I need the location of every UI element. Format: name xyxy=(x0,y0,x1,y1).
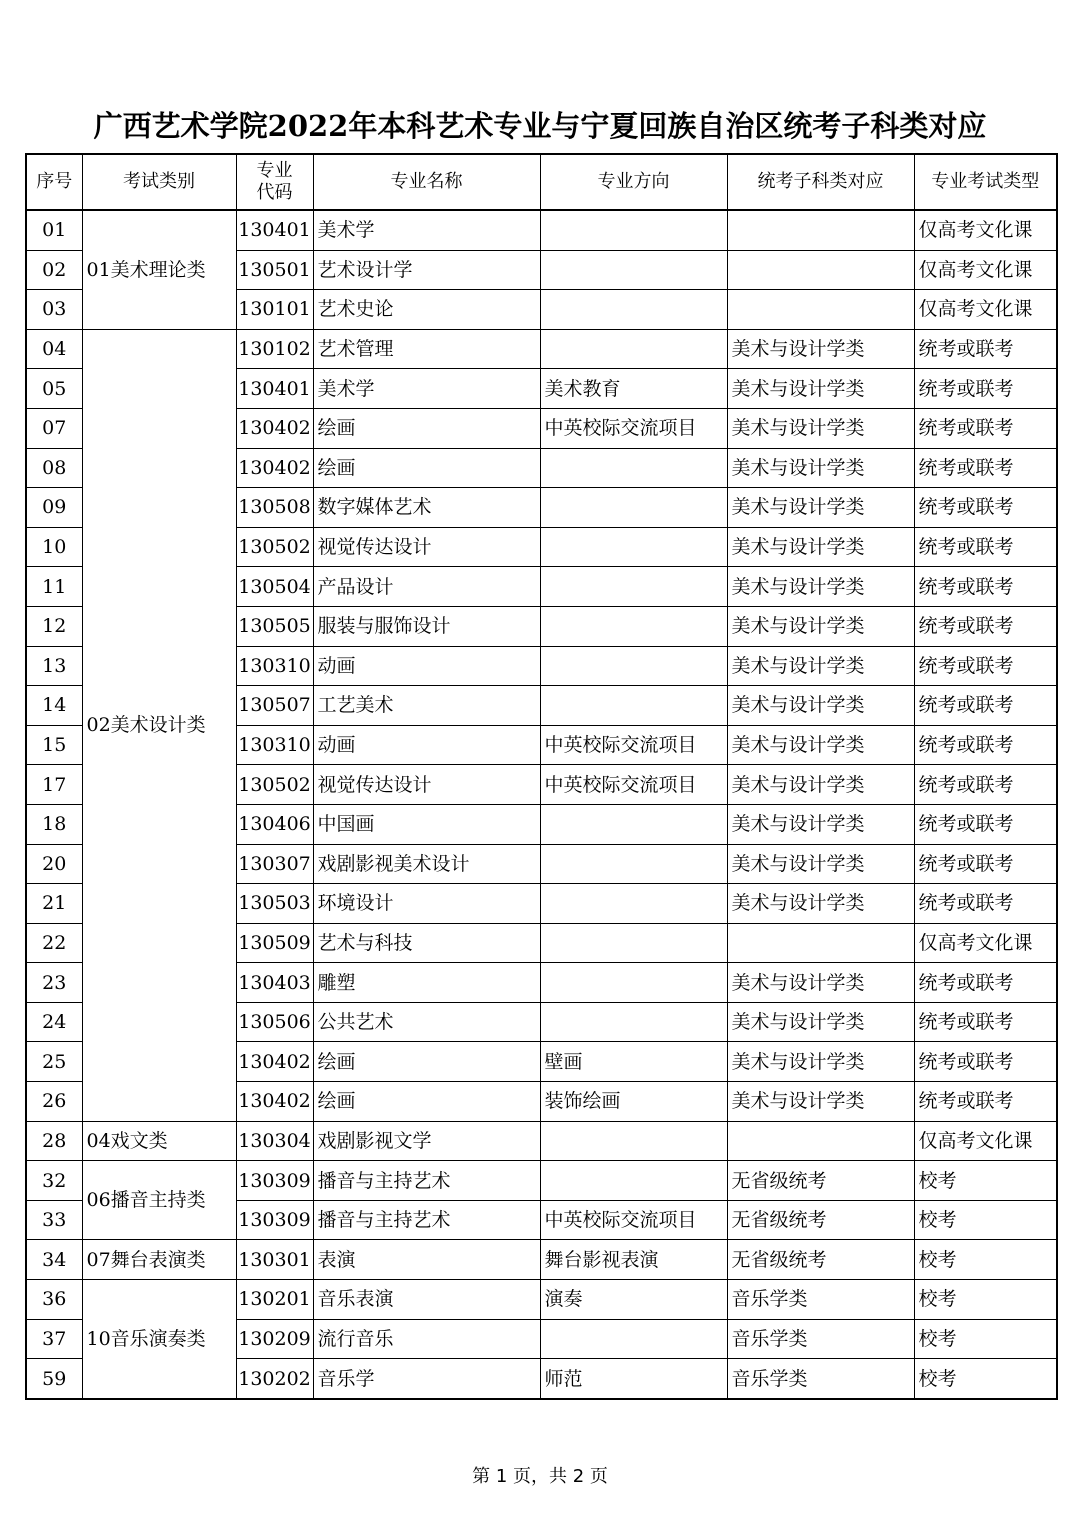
cell-type: 校考 xyxy=(914,1200,1057,1240)
cell-subject: 无省级统考 xyxy=(727,1161,914,1201)
cell-category: 01美术理论类 xyxy=(82,210,236,329)
cell-subject: 美术与设计学类 xyxy=(727,884,914,924)
cell-subject: 音乐学类 xyxy=(727,1280,914,1320)
cell-direction xyxy=(540,923,727,963)
cell-direction: 中英校际交流项目 xyxy=(540,1200,727,1240)
cell-category: 04戏文类 xyxy=(82,1121,236,1161)
cell-name: 美术学 xyxy=(313,369,540,409)
cell-type: 统考或联考 xyxy=(914,369,1057,409)
cell-type: 统考或联考 xyxy=(914,1042,1057,1082)
cell-type: 统考或联考 xyxy=(914,765,1057,805)
cell-direction: 师范 xyxy=(540,1359,727,1399)
cell-category: 02美术设计类 xyxy=(82,329,236,1121)
cell-seq: 09 xyxy=(26,488,82,528)
header-major-direction: 专业方向 xyxy=(540,154,727,210)
cell-code: 130201 xyxy=(236,1280,313,1320)
cell-seq: 11 xyxy=(26,567,82,607)
cell-name: 中国画 xyxy=(313,804,540,844)
cell-type: 统考或联考 xyxy=(914,884,1057,924)
cell-name: 工艺美术 xyxy=(313,686,540,726)
cell-type: 统考或联考 xyxy=(914,488,1057,528)
cell-seq: 14 xyxy=(26,686,82,726)
cell-direction xyxy=(540,884,727,924)
header-row xyxy=(26,154,1057,210)
cell-seq: 03 xyxy=(26,290,82,330)
cell-direction xyxy=(540,804,727,844)
cell-subject: 美术与设计学类 xyxy=(727,567,914,607)
cell-code: 130406 xyxy=(236,804,313,844)
cell-seq: 10 xyxy=(26,527,82,567)
cell-seq: 32 xyxy=(26,1161,82,1201)
header-exam-type: 专业考试类型 xyxy=(914,154,1057,210)
cell-seq: 13 xyxy=(26,646,82,686)
cell-type: 统考或联考 xyxy=(914,527,1057,567)
cell-code: 130309 xyxy=(236,1200,313,1240)
cell-direction: 中英校际交流项目 xyxy=(540,725,727,765)
cell-type: 统考或联考 xyxy=(914,1082,1057,1122)
header-major-code-line2: 代码 xyxy=(256,182,293,203)
cell-direction xyxy=(540,210,727,250)
cell-code: 130509 xyxy=(236,923,313,963)
cell-name: 音乐学 xyxy=(313,1359,540,1399)
cell-subject: 美术与设计学类 xyxy=(727,448,914,488)
cell-name: 戏剧影视文学 xyxy=(313,1121,540,1161)
cell-code: 130501 xyxy=(236,250,313,290)
cell-seq: 34 xyxy=(26,1240,82,1280)
cell-direction xyxy=(540,329,727,369)
cell-direction xyxy=(540,448,727,488)
cell-seq: 15 xyxy=(26,725,82,765)
cell-category: 06播音主持类 xyxy=(82,1161,236,1240)
cell-code: 130504 xyxy=(236,567,313,607)
cell-category: 10音乐演奏类 xyxy=(82,1280,236,1399)
cell-code: 130102 xyxy=(236,329,313,369)
cell-type: 统考或联考 xyxy=(914,963,1057,1003)
cell-subject xyxy=(727,210,914,250)
cell-code: 130310 xyxy=(236,725,313,765)
cell-type: 统考或联考 xyxy=(914,606,1057,646)
cell-type: 仅高考文化课 xyxy=(914,1121,1057,1161)
cell-seq: 04 xyxy=(26,329,82,369)
cell-seq: 25 xyxy=(26,1042,82,1082)
cell-direction: 壁画 xyxy=(540,1042,727,1082)
cell-type: 统考或联考 xyxy=(914,686,1057,726)
header-major-code-line1: 专业 xyxy=(256,160,293,181)
cell-seq: 12 xyxy=(26,606,82,646)
cell-direction: 舞台影视表演 xyxy=(540,1240,727,1280)
cell-seq: 20 xyxy=(26,844,82,884)
cell-subject: 音乐学类 xyxy=(727,1359,914,1399)
cell-name: 公共艺术 xyxy=(313,1002,540,1042)
cell-direction: 美术教育 xyxy=(540,369,727,409)
cell-name: 雕塑 xyxy=(313,963,540,1003)
cell-subject: 美术与设计学类 xyxy=(727,686,914,726)
cell-seq: 24 xyxy=(26,1002,82,1042)
cell-code: 130502 xyxy=(236,527,313,567)
cell-type: 校考 xyxy=(914,1280,1057,1320)
cell-code: 130402 xyxy=(236,408,313,448)
cell-type: 仅高考文化课 xyxy=(914,923,1057,963)
cell-code: 130506 xyxy=(236,1002,313,1042)
cell-seq: 08 xyxy=(26,448,82,488)
cell-subject: 美术与设计学类 xyxy=(727,369,914,409)
cell-code: 130508 xyxy=(236,488,313,528)
cell-name: 表演 xyxy=(313,1240,540,1280)
cell-subject: 音乐学类 xyxy=(727,1319,914,1359)
cell-seq: 17 xyxy=(26,765,82,805)
cell-name: 视觉传达设计 xyxy=(313,527,540,567)
cell-direction xyxy=(540,1319,727,1359)
cell-seq: 18 xyxy=(26,804,82,844)
cell-type: 仅高考文化课 xyxy=(914,290,1057,330)
cell-type: 校考 xyxy=(914,1319,1057,1359)
major-mapping-table xyxy=(25,153,1058,1400)
cell-seq: 36 xyxy=(26,1280,82,1320)
table-row xyxy=(26,329,1057,369)
cell-subject: 美术与设计学类 xyxy=(727,765,914,805)
cell-code: 130507 xyxy=(236,686,313,726)
table-row xyxy=(26,1240,1057,1280)
cell-name: 音乐表演 xyxy=(313,1280,540,1320)
cell-direction: 装饰绘画 xyxy=(540,1082,727,1122)
cell-name: 数字媒体艺术 xyxy=(313,488,540,528)
cell-direction: 演奏 xyxy=(540,1280,727,1320)
cell-type: 统考或联考 xyxy=(914,646,1057,686)
cell-subject: 美术与设计学类 xyxy=(727,804,914,844)
cell-subject: 美术与设计学类 xyxy=(727,963,914,1003)
cell-code: 130402 xyxy=(236,1042,313,1082)
cell-code: 130304 xyxy=(236,1121,313,1161)
cell-seq: 33 xyxy=(26,1200,82,1240)
cell-subject xyxy=(727,290,914,330)
cell-subject xyxy=(727,250,914,290)
page-title: 广西艺术学院2022年本科艺术专业与宁夏回族自治区统考子科类对应 xyxy=(93,109,987,143)
cell-seq: 23 xyxy=(26,963,82,1003)
header-major-code xyxy=(236,154,313,210)
cell-subject: 美术与设计学类 xyxy=(727,527,914,567)
cell-name: 绘画 xyxy=(313,1042,540,1082)
cell-type: 统考或联考 xyxy=(914,567,1057,607)
cell-code: 130202 xyxy=(236,1359,313,1399)
cell-name: 流行音乐 xyxy=(313,1319,540,1359)
cell-code: 130402 xyxy=(236,448,313,488)
cell-direction xyxy=(540,646,727,686)
cell-code: 130403 xyxy=(236,963,313,1003)
cell-type: 仅高考文化课 xyxy=(914,210,1057,250)
cell-subject: 美术与设计学类 xyxy=(727,844,914,884)
header-subject-mapping: 统考子科类对应 xyxy=(727,154,914,210)
cell-name: 动画 xyxy=(313,646,540,686)
cell-seq: 02 xyxy=(26,250,82,290)
cell-code: 130505 xyxy=(236,606,313,646)
cell-seq: 26 xyxy=(26,1082,82,1122)
cell-name: 绘画 xyxy=(313,448,540,488)
cell-code: 130310 xyxy=(236,646,313,686)
cell-seq: 01 xyxy=(26,210,82,250)
cell-direction xyxy=(540,606,727,646)
cell-subject: 无省级统考 xyxy=(727,1240,914,1280)
cell-type: 统考或联考 xyxy=(914,448,1057,488)
cell-seq: 28 xyxy=(26,1121,82,1161)
cell-direction: 中英校际交流项目 xyxy=(540,408,727,448)
cell-type: 统考或联考 xyxy=(914,408,1057,448)
cell-subject: 美术与设计学类 xyxy=(727,488,914,528)
table-row xyxy=(26,1280,1057,1320)
cell-direction xyxy=(540,963,727,1003)
page-footer: 第 1 页，共 2 页 xyxy=(472,1466,608,1487)
cell-code: 130401 xyxy=(236,210,313,250)
header-major-name: 专业名称 xyxy=(313,154,540,210)
cell-name: 艺术与科技 xyxy=(313,923,540,963)
cell-type: 校考 xyxy=(914,1359,1057,1399)
cell-type: 校考 xyxy=(914,1161,1057,1201)
cell-name: 动画 xyxy=(313,725,540,765)
cell-type: 统考或联考 xyxy=(914,804,1057,844)
cell-subject: 美术与设计学类 xyxy=(727,1042,914,1082)
table-row xyxy=(26,210,1057,250)
cell-direction xyxy=(540,1002,727,1042)
cell-name: 服装与服饰设计 xyxy=(313,606,540,646)
cell-code: 130402 xyxy=(236,1082,313,1122)
table-row xyxy=(26,1161,1057,1201)
table-row xyxy=(26,1121,1057,1161)
cell-subject: 美术与设计学类 xyxy=(727,1002,914,1042)
cell-seq: 37 xyxy=(26,1319,82,1359)
cell-subject: 美术与设计学类 xyxy=(727,329,914,369)
cell-name: 环境设计 xyxy=(313,884,540,924)
cell-direction xyxy=(540,488,727,528)
cell-direction xyxy=(540,686,727,726)
cell-type: 统考或联考 xyxy=(914,329,1057,369)
cell-code: 130503 xyxy=(236,884,313,924)
header-seq: 序号 xyxy=(26,154,82,210)
cell-name: 艺术史论 xyxy=(313,290,540,330)
cell-seq: 05 xyxy=(26,369,82,409)
cell-direction xyxy=(540,1121,727,1161)
cell-code: 130309 xyxy=(236,1161,313,1201)
cell-name: 视觉传达设计 xyxy=(313,765,540,805)
cell-name: 戏剧影视美术设计 xyxy=(313,844,540,884)
cell-direction xyxy=(540,844,727,884)
cell-subject: 美术与设计学类 xyxy=(727,646,914,686)
cell-code: 130209 xyxy=(236,1319,313,1359)
cell-seq: 59 xyxy=(26,1359,82,1399)
cell-direction xyxy=(540,527,727,567)
cell-name: 播音与主持艺术 xyxy=(313,1161,540,1201)
cell-type: 校考 xyxy=(914,1240,1057,1280)
cell-type: 仅高考文化课 xyxy=(914,250,1057,290)
cell-subject: 美术与设计学类 xyxy=(727,725,914,765)
cell-name: 艺术设计学 xyxy=(313,250,540,290)
cell-direction xyxy=(540,290,727,330)
cell-seq: 22 xyxy=(26,923,82,963)
cell-name: 艺术管理 xyxy=(313,329,540,369)
cell-seq: 21 xyxy=(26,884,82,924)
cell-direction xyxy=(540,250,727,290)
cell-code: 130502 xyxy=(236,765,313,805)
cell-name: 绘画 xyxy=(313,408,540,448)
cell-name: 播音与主持艺术 xyxy=(313,1200,540,1240)
cell-name: 绘画 xyxy=(313,1082,540,1122)
cell-subject: 美术与设计学类 xyxy=(727,408,914,448)
cell-name: 美术学 xyxy=(313,210,540,250)
cell-type: 统考或联考 xyxy=(914,844,1057,884)
cell-code: 130307 xyxy=(236,844,313,884)
cell-direction: 中英校际交流项目 xyxy=(540,765,727,805)
cell-direction xyxy=(540,1161,727,1201)
cell-code: 130301 xyxy=(236,1240,313,1280)
cell-subject xyxy=(727,923,914,963)
cell-direction xyxy=(540,567,727,607)
cell-subject: 美术与设计学类 xyxy=(727,1082,914,1122)
cell-subject: 美术与设计学类 xyxy=(727,606,914,646)
cell-code: 130101 xyxy=(236,290,313,330)
header-exam-category: 考试类别 xyxy=(82,154,236,210)
cell-name: 产品设计 xyxy=(313,567,540,607)
cell-type: 统考或联考 xyxy=(914,1002,1057,1042)
cell-code: 130401 xyxy=(236,369,313,409)
cell-seq: 07 xyxy=(26,408,82,448)
cell-subject xyxy=(727,1121,914,1161)
cell-subject: 无省级统考 xyxy=(727,1200,914,1240)
cell-category: 07舞台表演类 xyxy=(82,1240,236,1280)
cell-type: 统考或联考 xyxy=(914,725,1057,765)
